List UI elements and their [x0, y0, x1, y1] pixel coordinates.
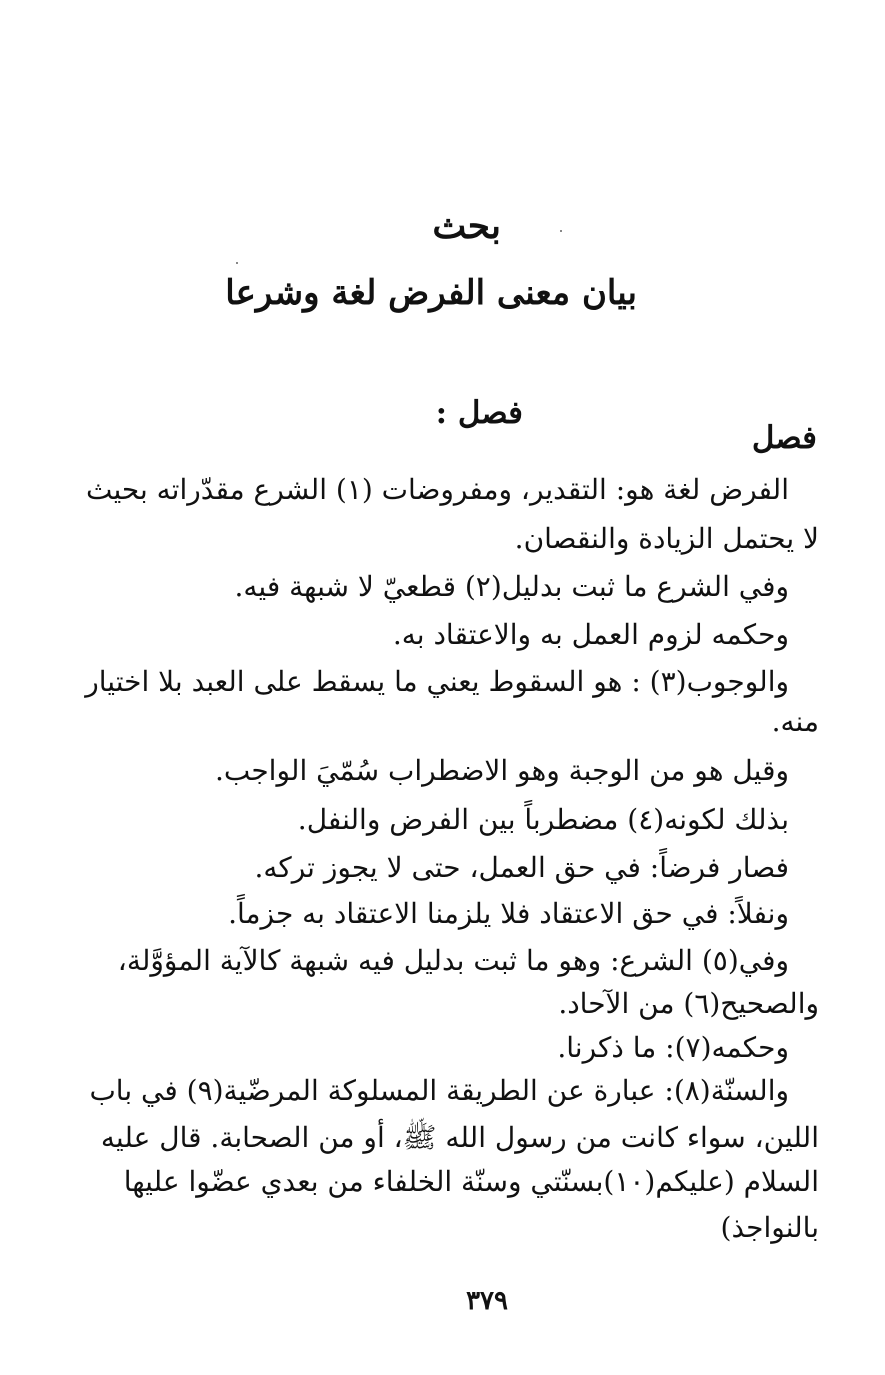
- text-line: السلام (عليكم(١٠)بسنّتي وسنّة الخلفاء من بعدي عضّوا عليها: [123, 1165, 819, 1198]
- text-line: فصار فرضاً: في حق العمل، حتى لا يجوز تركه.: [254, 851, 789, 884]
- text-line: وحكمه لزوم العمل به والاعتقاد به.: [392, 618, 789, 651]
- text-line: لا يحتمل الزيادة والنقصان.: [514, 522, 819, 555]
- text-line: وفي(٥) الشرع: وهو ما ثبت بدليل فيه شبهة كالآية المؤوَّلة،: [117, 944, 789, 977]
- text-line: منه.: [771, 705, 819, 738]
- text-line: والصحيح(٦) من الآحاد.: [558, 987, 819, 1020]
- text-line: وقيل هو من الوجبة وهو الاضطراب سُمّيَ الواجب.: [214, 754, 789, 787]
- page-number: ٣٧٩: [466, 1286, 508, 1316]
- text-line: بذلك لكونه(٤) مضطرباً بين الفرض والنفل.: [297, 803, 789, 836]
- text-line: وحكمه(٧): ما ذكرنا.: [557, 1031, 789, 1064]
- text-line: والوجوب(٣) : هو السقوط يعني ما يسقط على العبد بلا اختيار: [85, 665, 789, 698]
- text-line: الفرض لغة هو: التقدير، ومفروضات (١) الشرع مقدّراته بحيث: [85, 473, 789, 506]
- text-line: ونفلاً: في حق الاعتقاد فلا يلزمنا الاعتقاد به جزماً.: [228, 897, 789, 930]
- section-heading-center: فصل :: [435, 395, 523, 431]
- text-line: وفي الشرع ما ثبت بدليل(٢) قطعيّ لا شبهة فيه.: [234, 570, 789, 603]
- speck-mark: [560, 230, 562, 232]
- section-heading-right: فصل: [751, 420, 817, 456]
- text-line: اللين، سواء كانت من رسول الله ﷺ، أو من الصحابة. قال عليه: [100, 1121, 819, 1154]
- title: بحث: [432, 205, 501, 247]
- speck-mark: [236, 262, 238, 264]
- text-line: والسنّة(٨): عبارة عن الطريقة المسلوكة المرضّية(٩) في باب: [89, 1074, 789, 1107]
- subtitle: بيان معنى الفرض لغة وشرعا: [225, 273, 637, 313]
- text-line: بالنواجذ): [720, 1211, 819, 1244]
